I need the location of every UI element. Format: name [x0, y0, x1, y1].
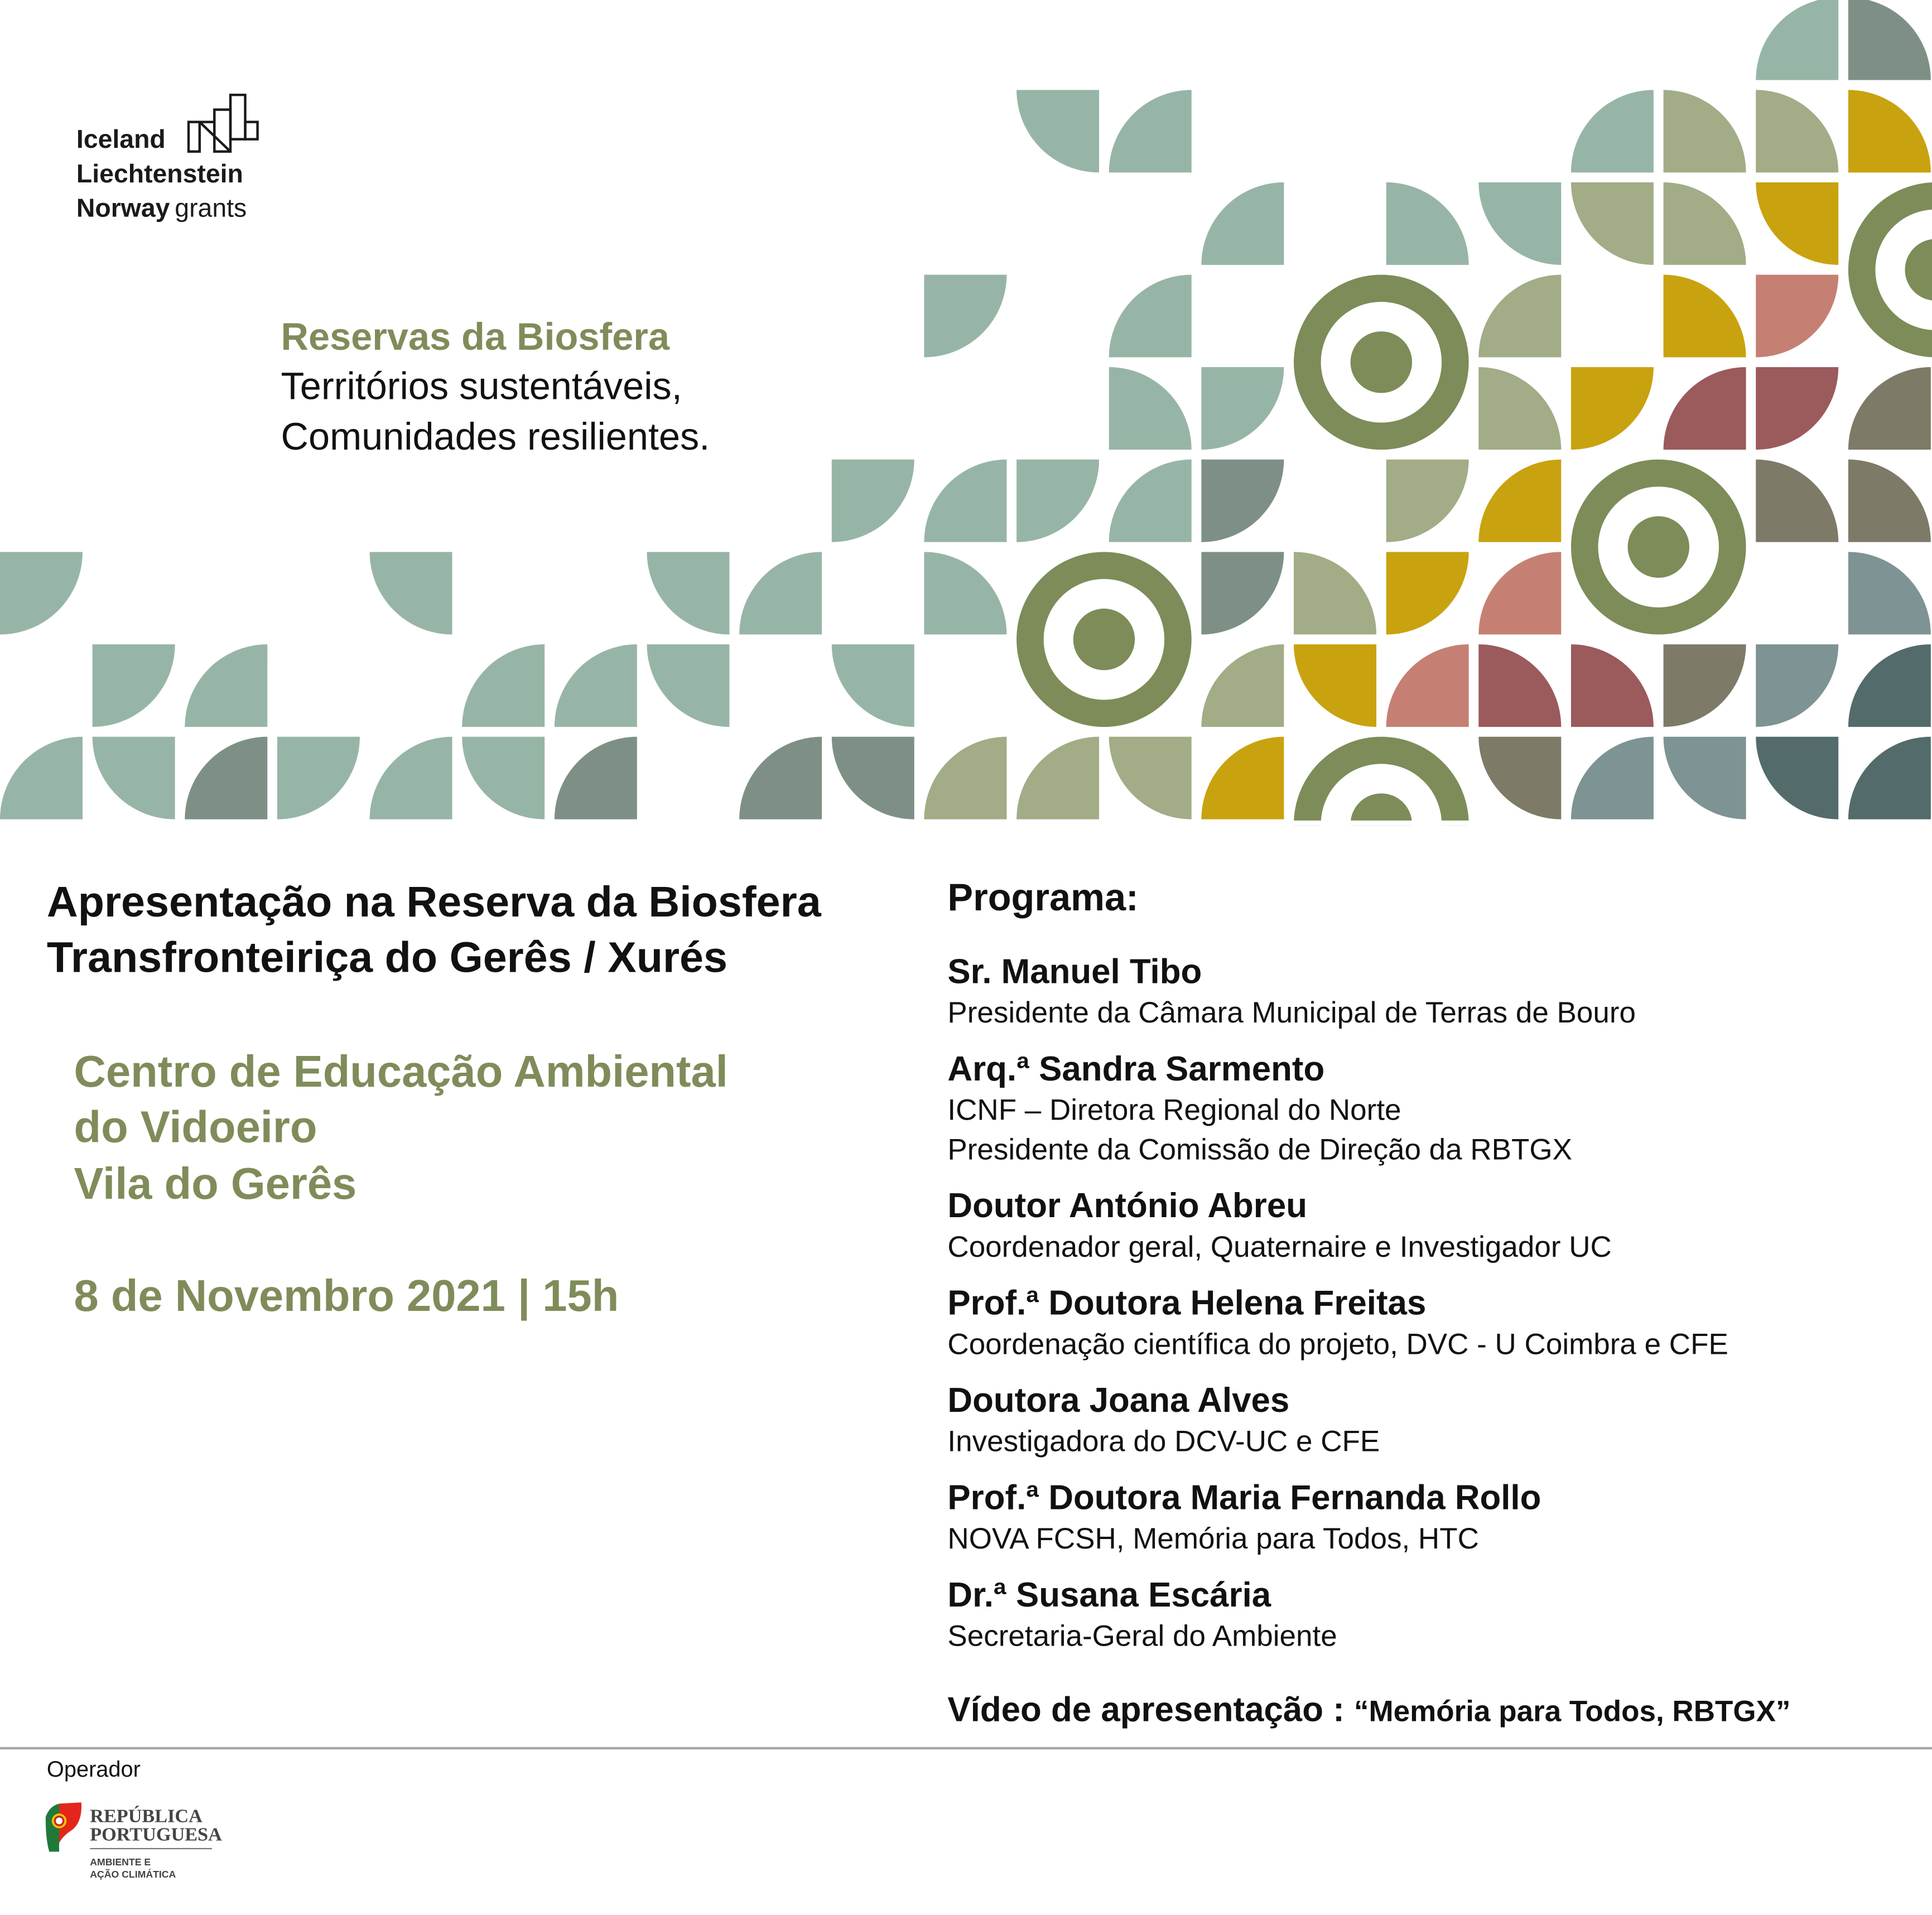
target-dot	[1351, 331, 1412, 393]
quarter-circle-tile	[0, 737, 83, 819]
quarter-circle-tile	[739, 552, 822, 634]
quarter-circle-tile	[1478, 275, 1561, 358]
quarter-circle-tile	[832, 737, 914, 819]
gov-divider	[90, 1848, 212, 1849]
quarter-circle-tile	[1848, 644, 1931, 727]
quarter-circle-tile	[1756, 0, 1838, 80]
quarter-circle-tile	[1386, 182, 1469, 265]
gov-line1: REPÚBLICA	[90, 1806, 203, 1827]
quarter-circle-tile	[1848, 460, 1931, 542]
quarter-circle-tile	[0, 552, 83, 634]
quarter-circle-tile	[1294, 644, 1376, 727]
quarter-circle-tile	[1756, 182, 1838, 265]
speaker-role: Coordenação científica do projeto, DVC - U Coimbra e CFE	[947, 1328, 1728, 1362]
logo-norway-grants	[76, 192, 247, 227]
quarter-circle-tile	[1478, 460, 1561, 542]
quarter-circle-tile	[1664, 275, 1746, 358]
quarter-circle-tile	[462, 644, 545, 727]
pattern-mask	[0, 821, 1932, 826]
quarter-circle-tile	[185, 737, 267, 819]
target-dot	[1905, 239, 1932, 300]
quarter-circle-tile	[647, 552, 730, 634]
quarter-circle-tile	[1664, 90, 1746, 172]
target-dot	[1073, 609, 1135, 670]
quarter-circle-tile	[1201, 644, 1284, 727]
event-title-line1: Apresentação na Reserva da Biosfera	[46, 878, 821, 927]
logo-grants: grants	[175, 194, 247, 223]
quarter-circle-tile	[1756, 460, 1838, 542]
quarter-circle-tile	[1201, 367, 1284, 450]
geometric-pattern	[0, 0, 1932, 826]
quarter-circle-tile	[1386, 644, 1469, 727]
tagline-line1: Territórios sustentáveis,	[281, 364, 682, 408]
quarter-circle-tile	[1571, 737, 1654, 819]
quarter-circle-tile	[370, 737, 452, 819]
quarter-circle-tile	[1664, 182, 1746, 265]
quarter-circle-tile	[1756, 90, 1838, 172]
quarter-circle-tile	[185, 644, 267, 727]
quarter-circle-tile	[555, 644, 637, 727]
quarter-circle-tile	[924, 737, 1006, 819]
target-dot	[1628, 516, 1689, 577]
logo-norway: Norway	[76, 194, 170, 223]
quarter-circle-tile	[1848, 90, 1931, 172]
video-line	[947, 1690, 1790, 1730]
event-location-line3: Vila do Gerês	[74, 1158, 357, 1209]
quarter-circle-tile	[370, 552, 452, 634]
quarter-circle-tile	[1109, 90, 1192, 172]
quarter-circle-tile	[832, 644, 914, 727]
quarter-circle-tile	[1756, 737, 1838, 819]
speaker-name: Dr.ª Susana Escária	[947, 1575, 1271, 1614]
quarter-circle-tile	[1016, 460, 1099, 542]
quarter-circle-tile	[1756, 275, 1838, 358]
gov-line2: PORTUGUESA	[90, 1824, 222, 1846]
quarter-circle-tile	[1664, 737, 1746, 819]
quarter-circle-tile	[1294, 552, 1376, 634]
logo-liechtenstein: Liechtenstein	[76, 160, 243, 189]
quarter-circle-tile	[924, 460, 1006, 542]
quarter-circle-tile	[1478, 552, 1561, 634]
program-heading: Programa:	[947, 876, 1139, 919]
speaker-name: Prof.ª Doutora Helena Freitas	[947, 1284, 1427, 1322]
quarter-circle-tile	[277, 737, 360, 819]
speaker-role: Presidente da Comissão de Direção da RBTGX	[947, 1133, 1572, 1167]
quarter-circle-tile	[1386, 460, 1469, 542]
speaker-name: Doutora Joana Alves	[947, 1381, 1290, 1420]
quarter-circle-tile	[1478, 182, 1561, 265]
quarter-circle-tile	[1848, 737, 1931, 819]
eea-grants-bars-icon	[187, 94, 262, 155]
event-location-line1: Centro de Educação Ambiental	[74, 1046, 728, 1097]
quarter-circle-tile	[1571, 90, 1654, 172]
quarter-circle-tile	[1571, 367, 1654, 450]
quarter-circle-tile	[93, 737, 175, 819]
event-location-line2: do Vidoeiro	[74, 1101, 317, 1152]
tagline-line2: Comunidades resilientes.	[281, 415, 710, 459]
quarter-circle-tile	[924, 552, 1006, 634]
quarter-circle-tile	[1016, 737, 1099, 819]
speaker-role: NOVA FCSH, Memória para Todos, HTC	[947, 1522, 1479, 1556]
footer-divider	[0, 1747, 1932, 1749]
speaker-name: Prof.ª Doutora Maria Fernanda Rollo	[947, 1478, 1541, 1517]
operator-label: Operador	[46, 1757, 141, 1782]
quarter-circle-tile	[555, 737, 637, 819]
quarter-circle-tile	[1201, 182, 1284, 265]
quarter-circle-tile	[739, 737, 822, 819]
quarter-circle-tile	[1109, 275, 1192, 358]
speaker-role: Coordenador geral, Quaternaire e Investigador UC	[947, 1231, 1612, 1265]
quarter-circle-tile	[1201, 552, 1284, 634]
quarter-circle-tile	[924, 275, 1006, 358]
video-title: “Memória para Todos, RBTGX”	[1354, 1695, 1791, 1729]
speaker-role: ICNF – Diretora Regional do Norte	[947, 1094, 1401, 1127]
quarter-circle-tile	[1201, 737, 1284, 819]
speaker-role: Investigadora do DCV-UC e CFE	[947, 1425, 1380, 1459]
quarter-circle-tile	[462, 737, 545, 819]
quarter-circle-tile	[1848, 0, 1931, 80]
speaker-role: Presidente da Câmara Municipal de Terras de Bouro	[947, 996, 1636, 1030]
gov-sub2: AÇÃO CLIMÁTICA	[90, 1869, 176, 1880]
speaker-role: Secretaria-Geral do Ambiente	[947, 1620, 1337, 1653]
event-title-line2: Transfronteiriça do Gerês / Xurés	[46, 934, 728, 982]
quarter-circle-tile	[1478, 644, 1561, 727]
portugal-flag-emblem-icon	[46, 1802, 83, 1851]
quarter-circle-tile	[1201, 460, 1284, 542]
quarter-circle-tile	[1571, 644, 1654, 727]
quarter-circle-tile	[1756, 644, 1838, 727]
tagline-title: Reservas da Biosfera	[281, 315, 670, 359]
event-date: 8 de Novembro 2021 | 15h	[74, 1270, 619, 1321]
quarter-circle-tile	[1109, 367, 1192, 450]
video-label: Vídeo de apresentação :	[947, 1690, 1355, 1729]
logo-iceland: Iceland	[76, 126, 166, 155]
quarter-circle-tile	[1386, 552, 1469, 634]
quarter-circle-tile	[1664, 644, 1746, 727]
quarter-circle-tile	[647, 644, 730, 727]
quarter-circle-tile	[1109, 460, 1192, 542]
quarter-circle-tile	[1109, 737, 1192, 819]
quarter-circle-tile	[93, 644, 175, 727]
quarter-circle-tile	[1478, 737, 1561, 819]
quarter-circle-tile	[1756, 367, 1838, 450]
gov-sub1: AMBIENTE E	[90, 1856, 151, 1868]
speaker-name: Arq.ª Sandra Sarmento	[947, 1049, 1325, 1088]
quarter-circle-tile	[1571, 182, 1654, 265]
quarter-circle-tile	[832, 460, 914, 542]
speaker-name: Doutor António Abreu	[947, 1186, 1308, 1225]
quarter-circle-tile	[1848, 367, 1931, 450]
quarter-circle-tile	[1478, 367, 1561, 450]
quarter-circle-tile	[1016, 90, 1099, 172]
speaker-name: Sr. Manuel Tibo	[947, 952, 1202, 991]
quarter-circle-tile	[1848, 552, 1931, 634]
quarter-circle-tile	[1664, 367, 1746, 450]
